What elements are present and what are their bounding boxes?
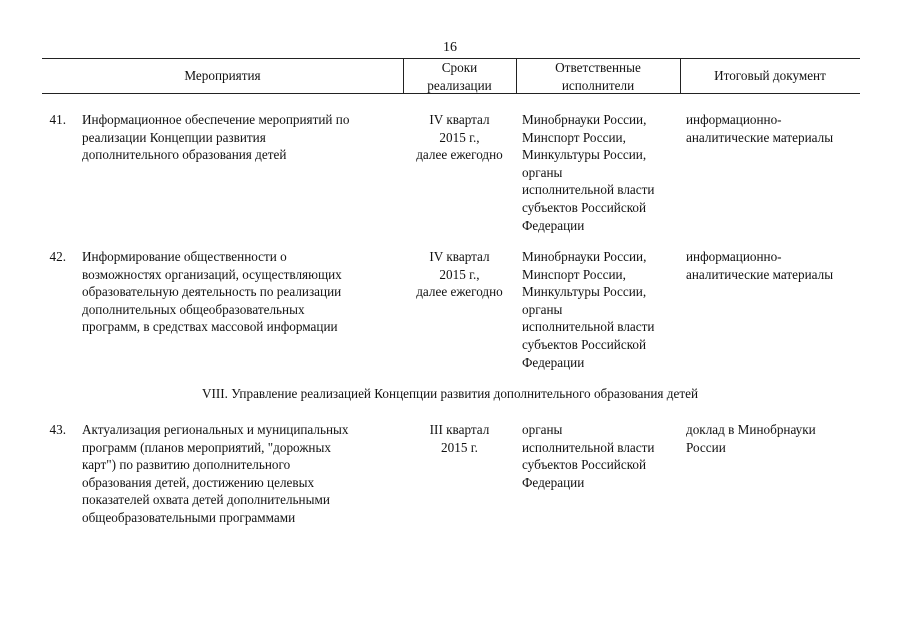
header-executors: Ответственные исполнители — [555, 60, 641, 93]
row-activity: Актуализация региональных и муниципальных программ (планов мероприятий, "дорожных карт") по развитию дополнительного образования детей, достижению целевых показателей охвата детей дополнительными общеобразовательными программами — [82, 422, 349, 525]
row-executors: Минобрнауки России, Минспорт России, Минкультуры России, органы исполнительной власти субъектов Российской Федерации — [522, 249, 655, 370]
row-activity: Информирование общественности о возможностях организаций, осуществляющих образовательную деятельность по реализации дополнительных общеобразовательных программ, в средствах массовой информации — [82, 249, 342, 335]
row-result: информационно- аналитические материалы — [686, 249, 834, 282]
row-deadline: III квартал 2015 г. — [429, 422, 490, 455]
row-executors: Минобрнауки России, Минспорт России, Минкультуры России, органы исполнительной власти субъектов Российской Федерации — [522, 112, 655, 233]
header-result: Итоговый документ — [714, 68, 826, 83]
row-deadline: IV квартал 2015 г., далее ежегодно — [416, 112, 503, 163]
header-activities: Мероприятия — [184, 68, 261, 83]
page-number: 16 — [443, 40, 457, 55]
row-result: информационно- аналитические материалы — [686, 112, 834, 145]
row-deadline: IV квартал 2015 г., далее ежегодно — [416, 249, 503, 300]
row-result: доклад в Минобрнауки России — [686, 422, 816, 455]
row-number: 42. — [49, 249, 66, 264]
row-number: 41. — [49, 112, 66, 127]
section-title: VIII. Управление реализацией Концепции развития дополнительного образования детей — [201, 386, 699, 401]
header-deadlines: Сроки реализации — [427, 60, 492, 93]
row-executors: органы исполнительной власти субъектов Российской Федерации — [522, 422, 655, 490]
row-activity: Информационное обеспечение мероприятий по реализации Концепции развития дополнительного образования детей — [82, 112, 350, 163]
row-number: 43. — [49, 422, 66, 437]
